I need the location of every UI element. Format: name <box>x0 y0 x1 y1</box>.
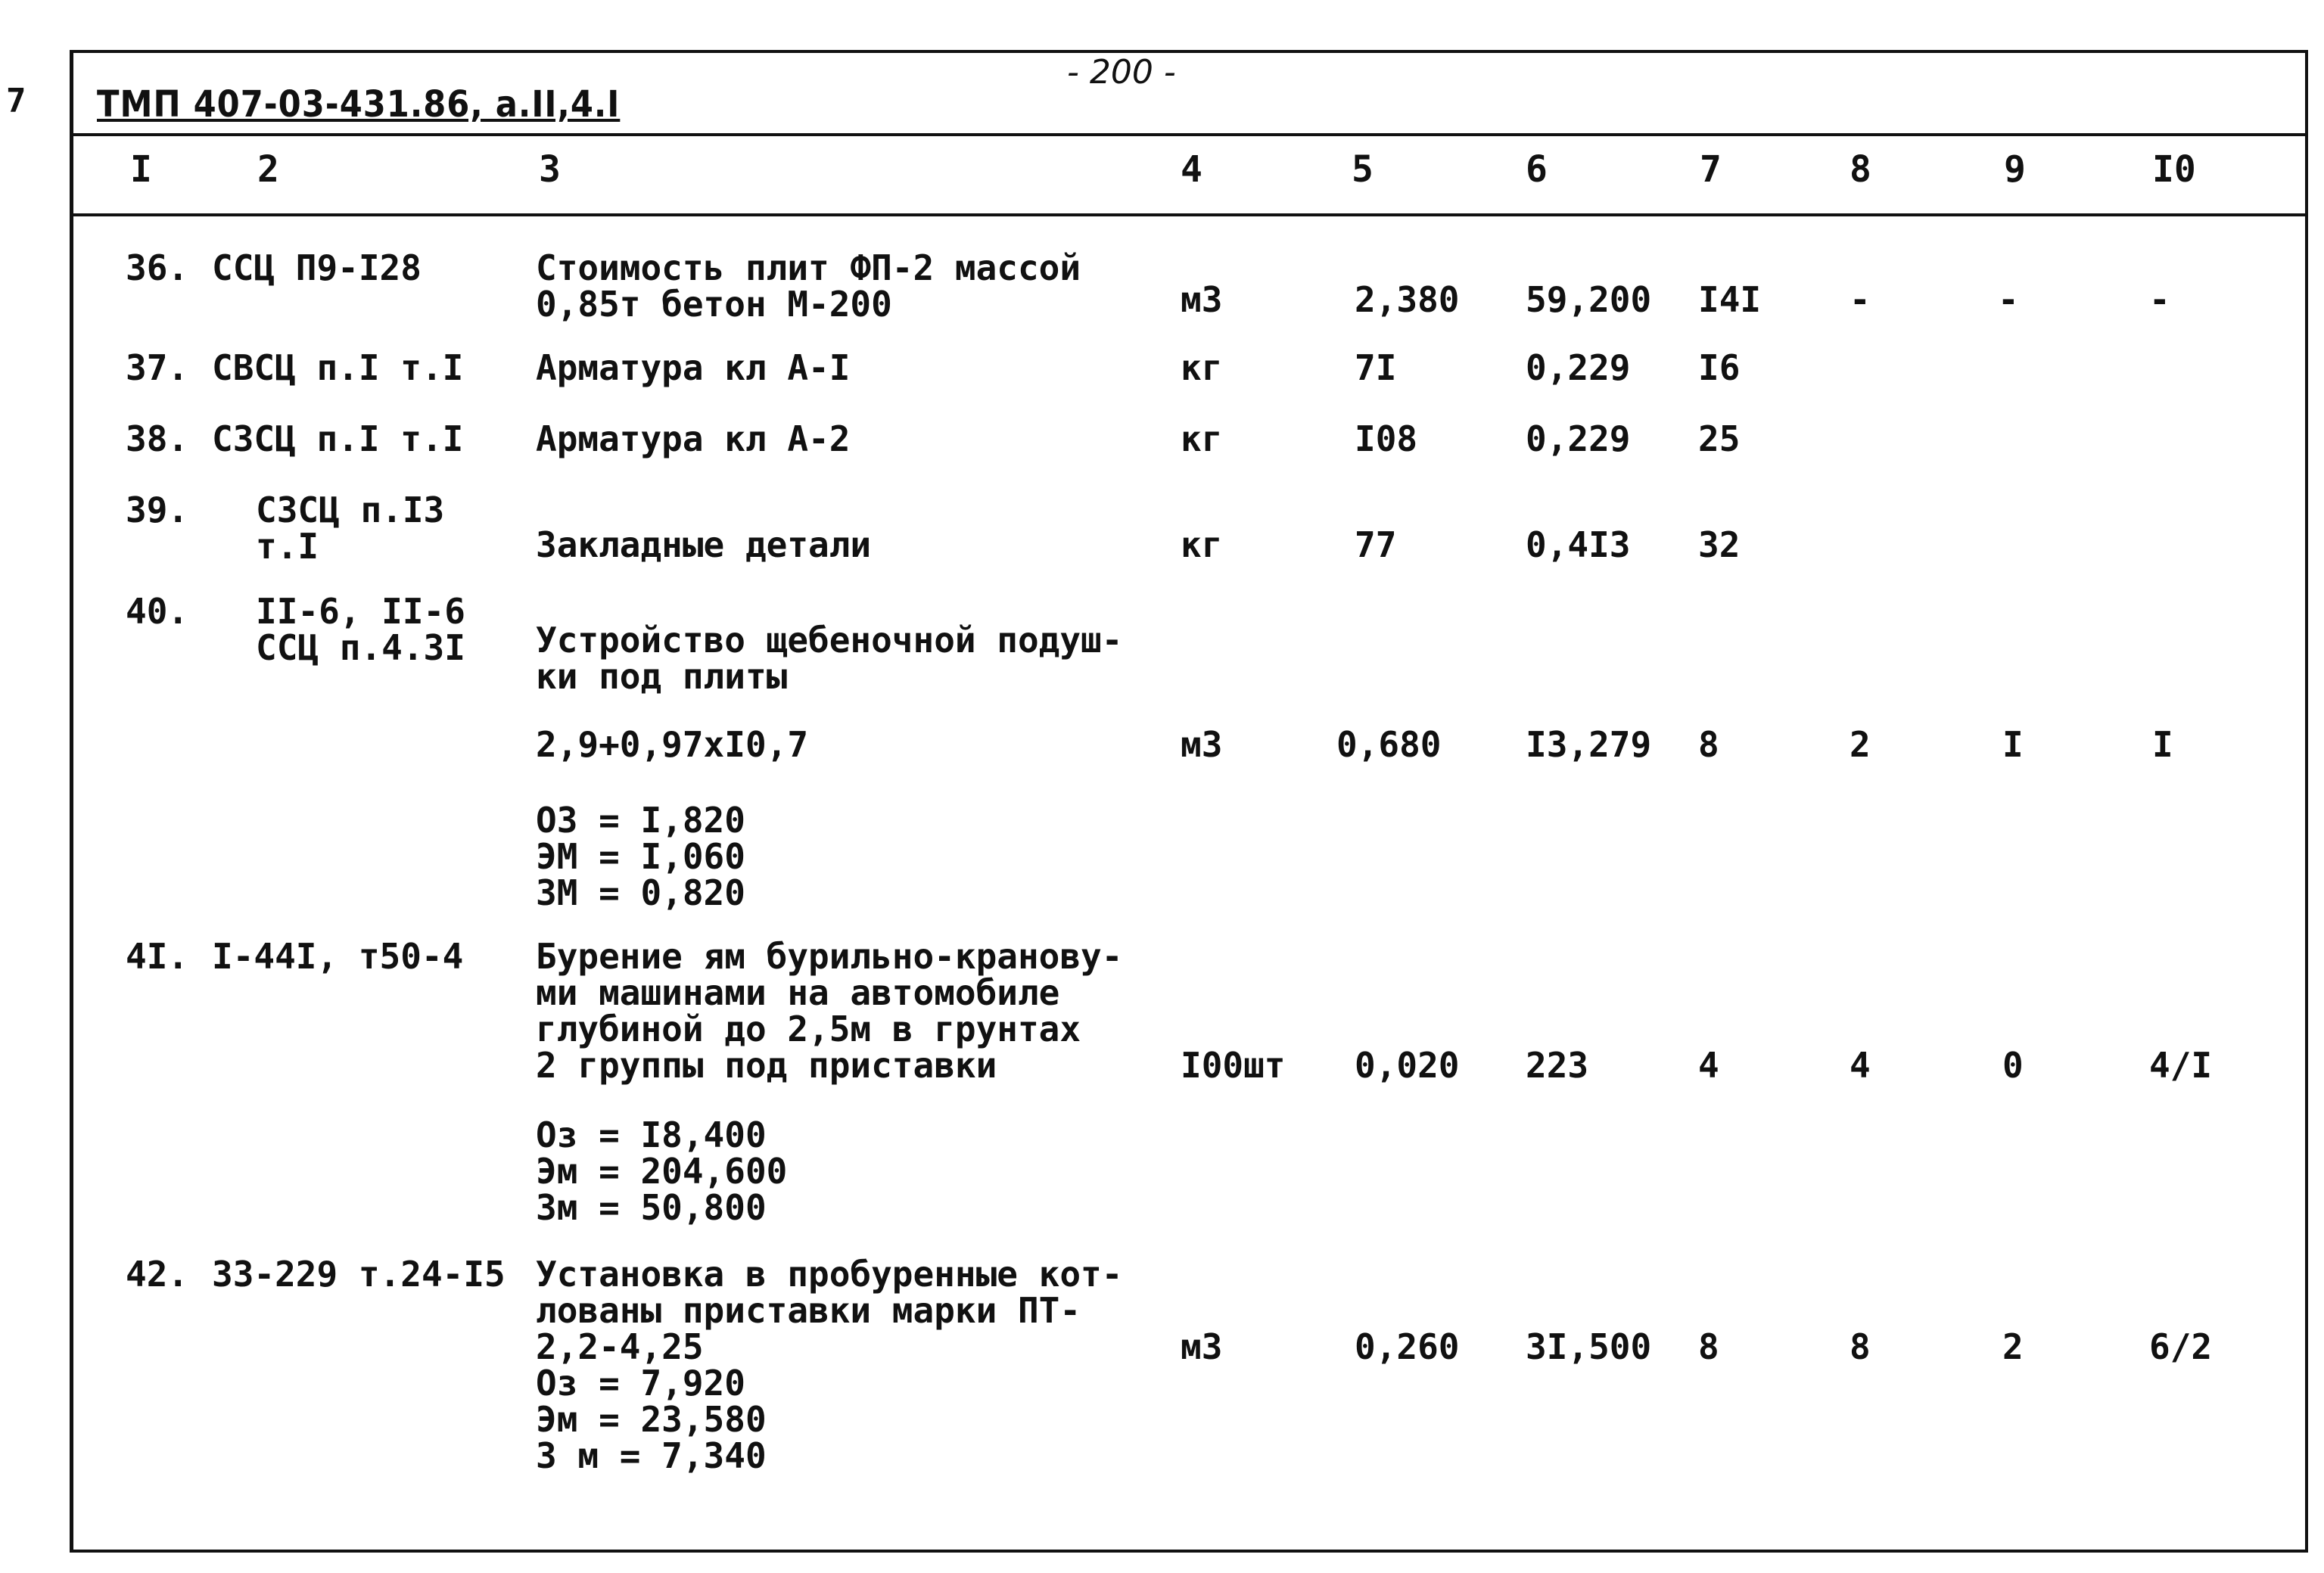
page-number: - 200 - <box>1067 53 1176 92</box>
row-37-code: СВСЦ п.I т.I <box>212 347 464 388</box>
col-header-9: 9 <box>2004 148 2026 191</box>
row-39-c5: 77 <box>1355 524 1397 565</box>
row-36-unit: м3 <box>1181 279 1223 320</box>
row-40-c6: I3,279 <box>1526 724 1652 765</box>
row-38-code: СЗСЦ п.I т.I <box>212 418 464 459</box>
row-42-code: 33-229 т.24-I5 <box>212 1254 506 1295</box>
row-41-c5: 0,020 <box>1355 1045 1460 1086</box>
row-38-num: 38. <box>126 418 189 459</box>
col-header-6: 6 <box>1526 148 1548 191</box>
row-36-c5: 2,380 <box>1355 279 1460 320</box>
row-39-c6: 0,4I3 <box>1526 524 1631 565</box>
col-header-10: I0 <box>2152 148 2196 191</box>
row-36-code: ССЦ П9-I28 <box>212 247 422 288</box>
row-38-desc: Арматура кл А-2 <box>536 418 851 459</box>
row-36-c10: - <box>2149 279 2170 320</box>
col-header-4: 4 <box>1181 148 1202 191</box>
row-41-c6: 223 <box>1526 1045 1589 1086</box>
row-40-c10: I <box>2152 724 2173 765</box>
row-38-c5: I08 <box>1355 418 1418 459</box>
row-41-num: 4I. <box>126 936 189 977</box>
row-39-c7: 32 <box>1698 524 1741 565</box>
row-42-c5: 0,260 <box>1355 1326 1460 1367</box>
row-37-num: 37. <box>126 347 189 388</box>
row-42-c9: 2 <box>2002 1326 2024 1367</box>
row-42-c10: 6/2 <box>2149 1326 2213 1367</box>
row-40-extra: ОЗ = I,820 ЭМ = I,060 ЗМ = 0,820 <box>536 800 745 913</box>
row-40-c8: 2 <box>1850 724 1871 765</box>
row-38-unit: кг <box>1181 418 1223 459</box>
row-39-unit: кг <box>1181 524 1223 565</box>
row-40-c7: 8 <box>1698 724 1719 765</box>
row-39-num: 39. <box>126 490 189 530</box>
row-41-desc: Бурение ям бурильно-кранову- ми машинами на автомобиле глубиной до 2,5м в грунтах 2 группы под приставки <box>536 936 1123 1086</box>
row-42-c8: 8 <box>1850 1326 1871 1367</box>
row-40-code: II-6, II-6 ССЦ п.4.3I <box>256 591 465 668</box>
col-header-8: 8 <box>1850 148 1871 191</box>
row-42-desc: Установка в пробуренные кот- лованы приставки марки ПТ- 2,2-4,25 Оз = 7,920 Эм = 23,580 З м = 7,340 <box>536 1254 1123 1476</box>
row-37-desc: Арматура кл А-I <box>536 347 851 388</box>
row-42-c6: 3I,500 <box>1526 1326 1652 1367</box>
row-36-c8: - <box>1850 279 1871 320</box>
row-41-c10: 4/I <box>2149 1045 2213 1086</box>
margin-mark: 7 <box>6 82 26 120</box>
row-39-desc: Закладные детали <box>536 524 872 565</box>
col-header-2: 2 <box>257 148 279 191</box>
row-36-desc: Стоимость плит ФП-2 массой 0,85т бетон М-200 <box>536 247 1081 325</box>
row-37-c7: I6 <box>1698 347 1741 388</box>
row-37-c6: 0,229 <box>1526 347 1631 388</box>
row-42-c7: 8 <box>1698 1326 1719 1367</box>
row-41-c7: 4 <box>1698 1045 1719 1086</box>
row-41-unit: I00шт <box>1181 1045 1286 1086</box>
row-39-code: СЗСЦ п.I3 т.I <box>256 490 445 567</box>
row-40-num: 40. <box>126 591 189 632</box>
row-38-c7: 25 <box>1698 418 1741 459</box>
header-rule <box>70 133 2308 136</box>
row-41-c9: 0 <box>2002 1045 2024 1086</box>
column-header-rule <box>70 213 2308 216</box>
row-41-c8: 4 <box>1850 1045 1871 1086</box>
row-41-code: I-44I, т50-4 <box>212 936 464 977</box>
row-40-c9: I <box>2002 724 2024 765</box>
document-code: ТМП 407-03-431.86, а.II,4.I <box>97 83 621 126</box>
row-36-num: 36. <box>126 247 189 288</box>
row-37-c5: 7I <box>1355 347 1397 388</box>
col-header-5: 5 <box>1352 148 1374 191</box>
row-42-num: 42. <box>126 1254 189 1295</box>
row-40-formula: 2,9+0,97хI0,7 <box>536 724 809 765</box>
row-40-c5: 0,680 <box>1336 724 1442 765</box>
row-40-desc: Устройство щебеночной подуш- ки под плиты <box>536 620 1123 697</box>
col-header-3: 3 <box>539 148 561 191</box>
row-36-c7: I4I <box>1698 279 1762 320</box>
col-header-7: 7 <box>1700 148 1722 191</box>
row-36-c9: - <box>1998 279 2019 320</box>
row-41-extra: Оз = I8,400 Эм = 204,600 Зм = 50,800 <box>536 1114 788 1228</box>
col-header-1: I <box>130 148 152 191</box>
row-42-unit: м3 <box>1181 1326 1223 1367</box>
row-40-unit: м3 <box>1181 724 1223 765</box>
row-38-c6: 0,229 <box>1526 418 1631 459</box>
row-37-unit: кг <box>1181 347 1223 388</box>
row-36-c6: 59,200 <box>1526 279 1652 320</box>
